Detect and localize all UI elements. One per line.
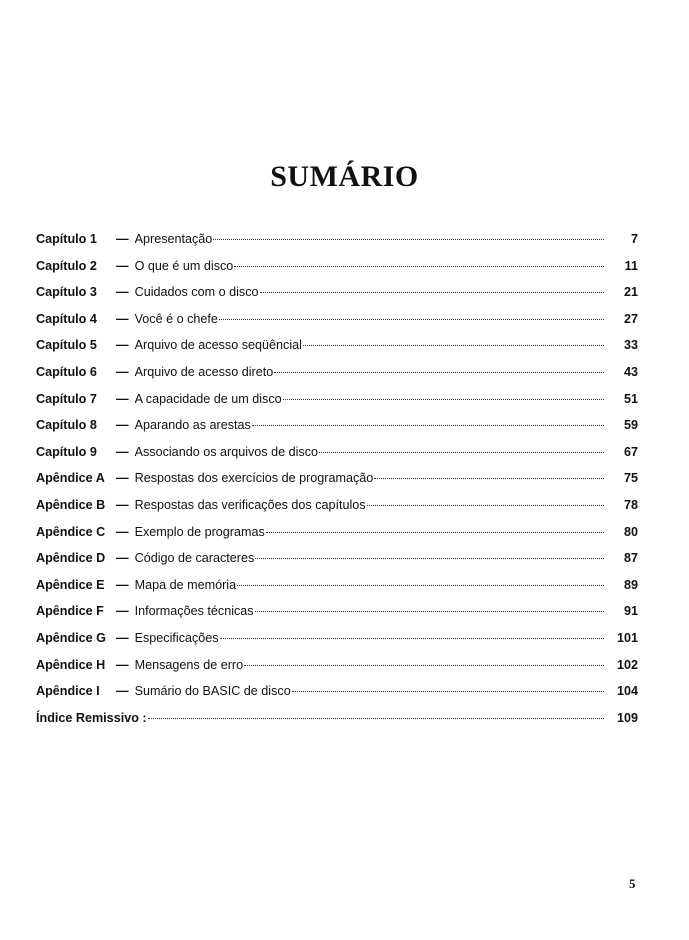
entry-title: Cuidados com o disco xyxy=(134,285,259,300)
toc-entry xyxy=(36,658,638,685)
entry-title: Respostas dos exercícios de programação xyxy=(134,471,374,486)
entry-page-number: 109 xyxy=(616,710,638,725)
entry-dash: — xyxy=(116,285,129,300)
table-of-contents xyxy=(36,232,638,737)
dot-leader xyxy=(148,718,604,719)
dot-leader xyxy=(213,239,604,240)
entry-dash: — xyxy=(116,524,129,539)
dot-leader xyxy=(220,638,604,639)
toc-entry xyxy=(36,285,638,312)
toc-entry-index xyxy=(36,711,638,738)
dot-leader xyxy=(319,452,604,453)
entry-label: Índice Remissivo : xyxy=(36,710,147,725)
entry-label: Apêndice I xyxy=(36,684,100,699)
dot-leader xyxy=(237,585,604,586)
entry-dash: — xyxy=(116,630,129,645)
toc-entry xyxy=(36,631,638,658)
entry-page-number: 11 xyxy=(624,258,638,273)
entry-dash: — xyxy=(116,364,129,379)
toc-entry xyxy=(36,365,638,392)
entry-page-number: 101 xyxy=(616,630,638,645)
toc-entry xyxy=(36,338,638,365)
entry-title: Arquivo de acesso direto xyxy=(134,364,274,379)
entry-label: Apêndice B xyxy=(36,497,106,512)
toc-entry xyxy=(36,445,638,472)
entry-dash: — xyxy=(116,258,129,273)
toc-entry xyxy=(36,418,638,445)
dot-leader xyxy=(255,611,604,612)
entry-dash: — xyxy=(116,418,129,433)
entry-page-number: 102 xyxy=(616,657,638,672)
entry-title: Aparando as arestas xyxy=(134,418,251,433)
entry-page-number: 91 xyxy=(623,604,638,619)
entry-title: Apresentação xyxy=(134,232,213,246)
dot-leader xyxy=(374,478,604,479)
toc-entry xyxy=(36,312,638,339)
entry-label: Capítulo 3 xyxy=(36,285,97,300)
entry-page-number: 78 xyxy=(623,497,638,512)
entry-page-number: 43 xyxy=(623,364,638,379)
dot-leader xyxy=(292,691,604,692)
entry-title: Exemplo de programas xyxy=(134,524,265,539)
toc-entry xyxy=(36,392,638,419)
entry-title: A capacidade de um disco xyxy=(134,391,282,406)
entry-label: Capítulo 6 xyxy=(36,364,97,379)
entry-title: Mapa de memória xyxy=(134,577,237,592)
entry-dash: — xyxy=(116,391,129,406)
toc-entry xyxy=(36,498,638,525)
entry-label: Apêndice G xyxy=(36,630,106,645)
entry-title: Mensagens de erro xyxy=(134,657,244,672)
dot-leader xyxy=(244,665,604,666)
entry-dash: — xyxy=(116,338,129,353)
page-folio-number: 5 xyxy=(629,876,636,891)
entry-label: Apêndice H xyxy=(36,657,106,672)
entry-dash: — xyxy=(116,497,129,512)
entry-dash: — xyxy=(116,311,129,326)
entry-dash: — xyxy=(116,684,129,699)
entry-page-number: 104 xyxy=(616,684,638,699)
entry-title: O que é um disco xyxy=(134,258,234,273)
entry-label: Apêndice D xyxy=(36,551,106,566)
entry-label: Capítulo 1 xyxy=(36,232,97,246)
dot-leader xyxy=(255,558,604,559)
entry-dash: — xyxy=(116,444,129,459)
entry-page-number: 75 xyxy=(623,471,638,486)
toc-entry xyxy=(36,604,638,631)
entry-page-number: 89 xyxy=(623,577,638,592)
dot-leader xyxy=(303,345,604,346)
entry-dash: — xyxy=(116,232,129,246)
dot-leader xyxy=(260,292,605,293)
entry-label: Capítulo 7 xyxy=(36,391,97,406)
entry-title: Arquivo de acesso seqüêncial xyxy=(134,338,302,353)
dot-leader xyxy=(252,425,604,426)
dot-leader xyxy=(367,505,604,506)
entry-label: Capítulo 8 xyxy=(36,418,97,433)
dot-leader xyxy=(266,532,604,533)
entry-page-number: 7 xyxy=(630,232,638,246)
toc-entry xyxy=(36,471,638,498)
entry-label: Capítulo 4 xyxy=(36,311,97,326)
dot-leader xyxy=(234,266,604,267)
entry-title: Código de caracteres xyxy=(134,551,255,566)
entry-title: Você é o chefe xyxy=(134,311,218,326)
entry-page-number: 67 xyxy=(623,444,638,459)
entry-title: Respostas das verificações dos capítulos xyxy=(134,497,366,512)
entry-title: Informações técnicas xyxy=(134,604,254,619)
entry-label: Apêndice A xyxy=(36,471,105,486)
entry-page-number: 51 xyxy=(623,391,638,406)
toc-entry xyxy=(36,684,638,711)
toc-entry xyxy=(36,551,638,578)
entry-label: Apêndice E xyxy=(36,577,105,592)
entry-page-number: 33 xyxy=(623,338,638,353)
toc-entry xyxy=(36,525,638,552)
entry-title: Sumário do BASIC de disco xyxy=(134,684,291,699)
entry-page-number: 80 xyxy=(623,524,638,539)
page-title: SUMÁRIO xyxy=(270,160,419,193)
entry-title: Associando os arquivos de disco xyxy=(134,444,319,459)
entry-title: Especificações xyxy=(134,630,219,645)
entry-dash: — xyxy=(116,604,129,619)
entry-label: Capítulo 5 xyxy=(36,338,97,353)
toc-entry xyxy=(36,578,638,605)
toc-entry xyxy=(36,259,638,286)
entry-dash: — xyxy=(116,471,129,486)
entry-label: Capítulo 9 xyxy=(36,444,97,459)
dot-leader xyxy=(283,399,604,400)
dot-leader xyxy=(219,319,604,320)
entry-dash: — xyxy=(116,551,129,566)
entry-label: Capítulo 2 xyxy=(36,258,97,273)
dot-leader xyxy=(274,372,604,373)
entry-dash: — xyxy=(116,657,129,672)
entry-dash: — xyxy=(116,577,129,592)
entry-page-number: 87 xyxy=(623,551,638,566)
entry-label: Apêndice C xyxy=(36,524,106,539)
entry-page-number: 59 xyxy=(623,418,638,433)
toc-entry xyxy=(36,232,638,259)
entry-page-number: 21 xyxy=(623,285,638,300)
entry-page-number: 27 xyxy=(623,311,638,326)
entry-label: Apêndice F xyxy=(36,604,104,619)
